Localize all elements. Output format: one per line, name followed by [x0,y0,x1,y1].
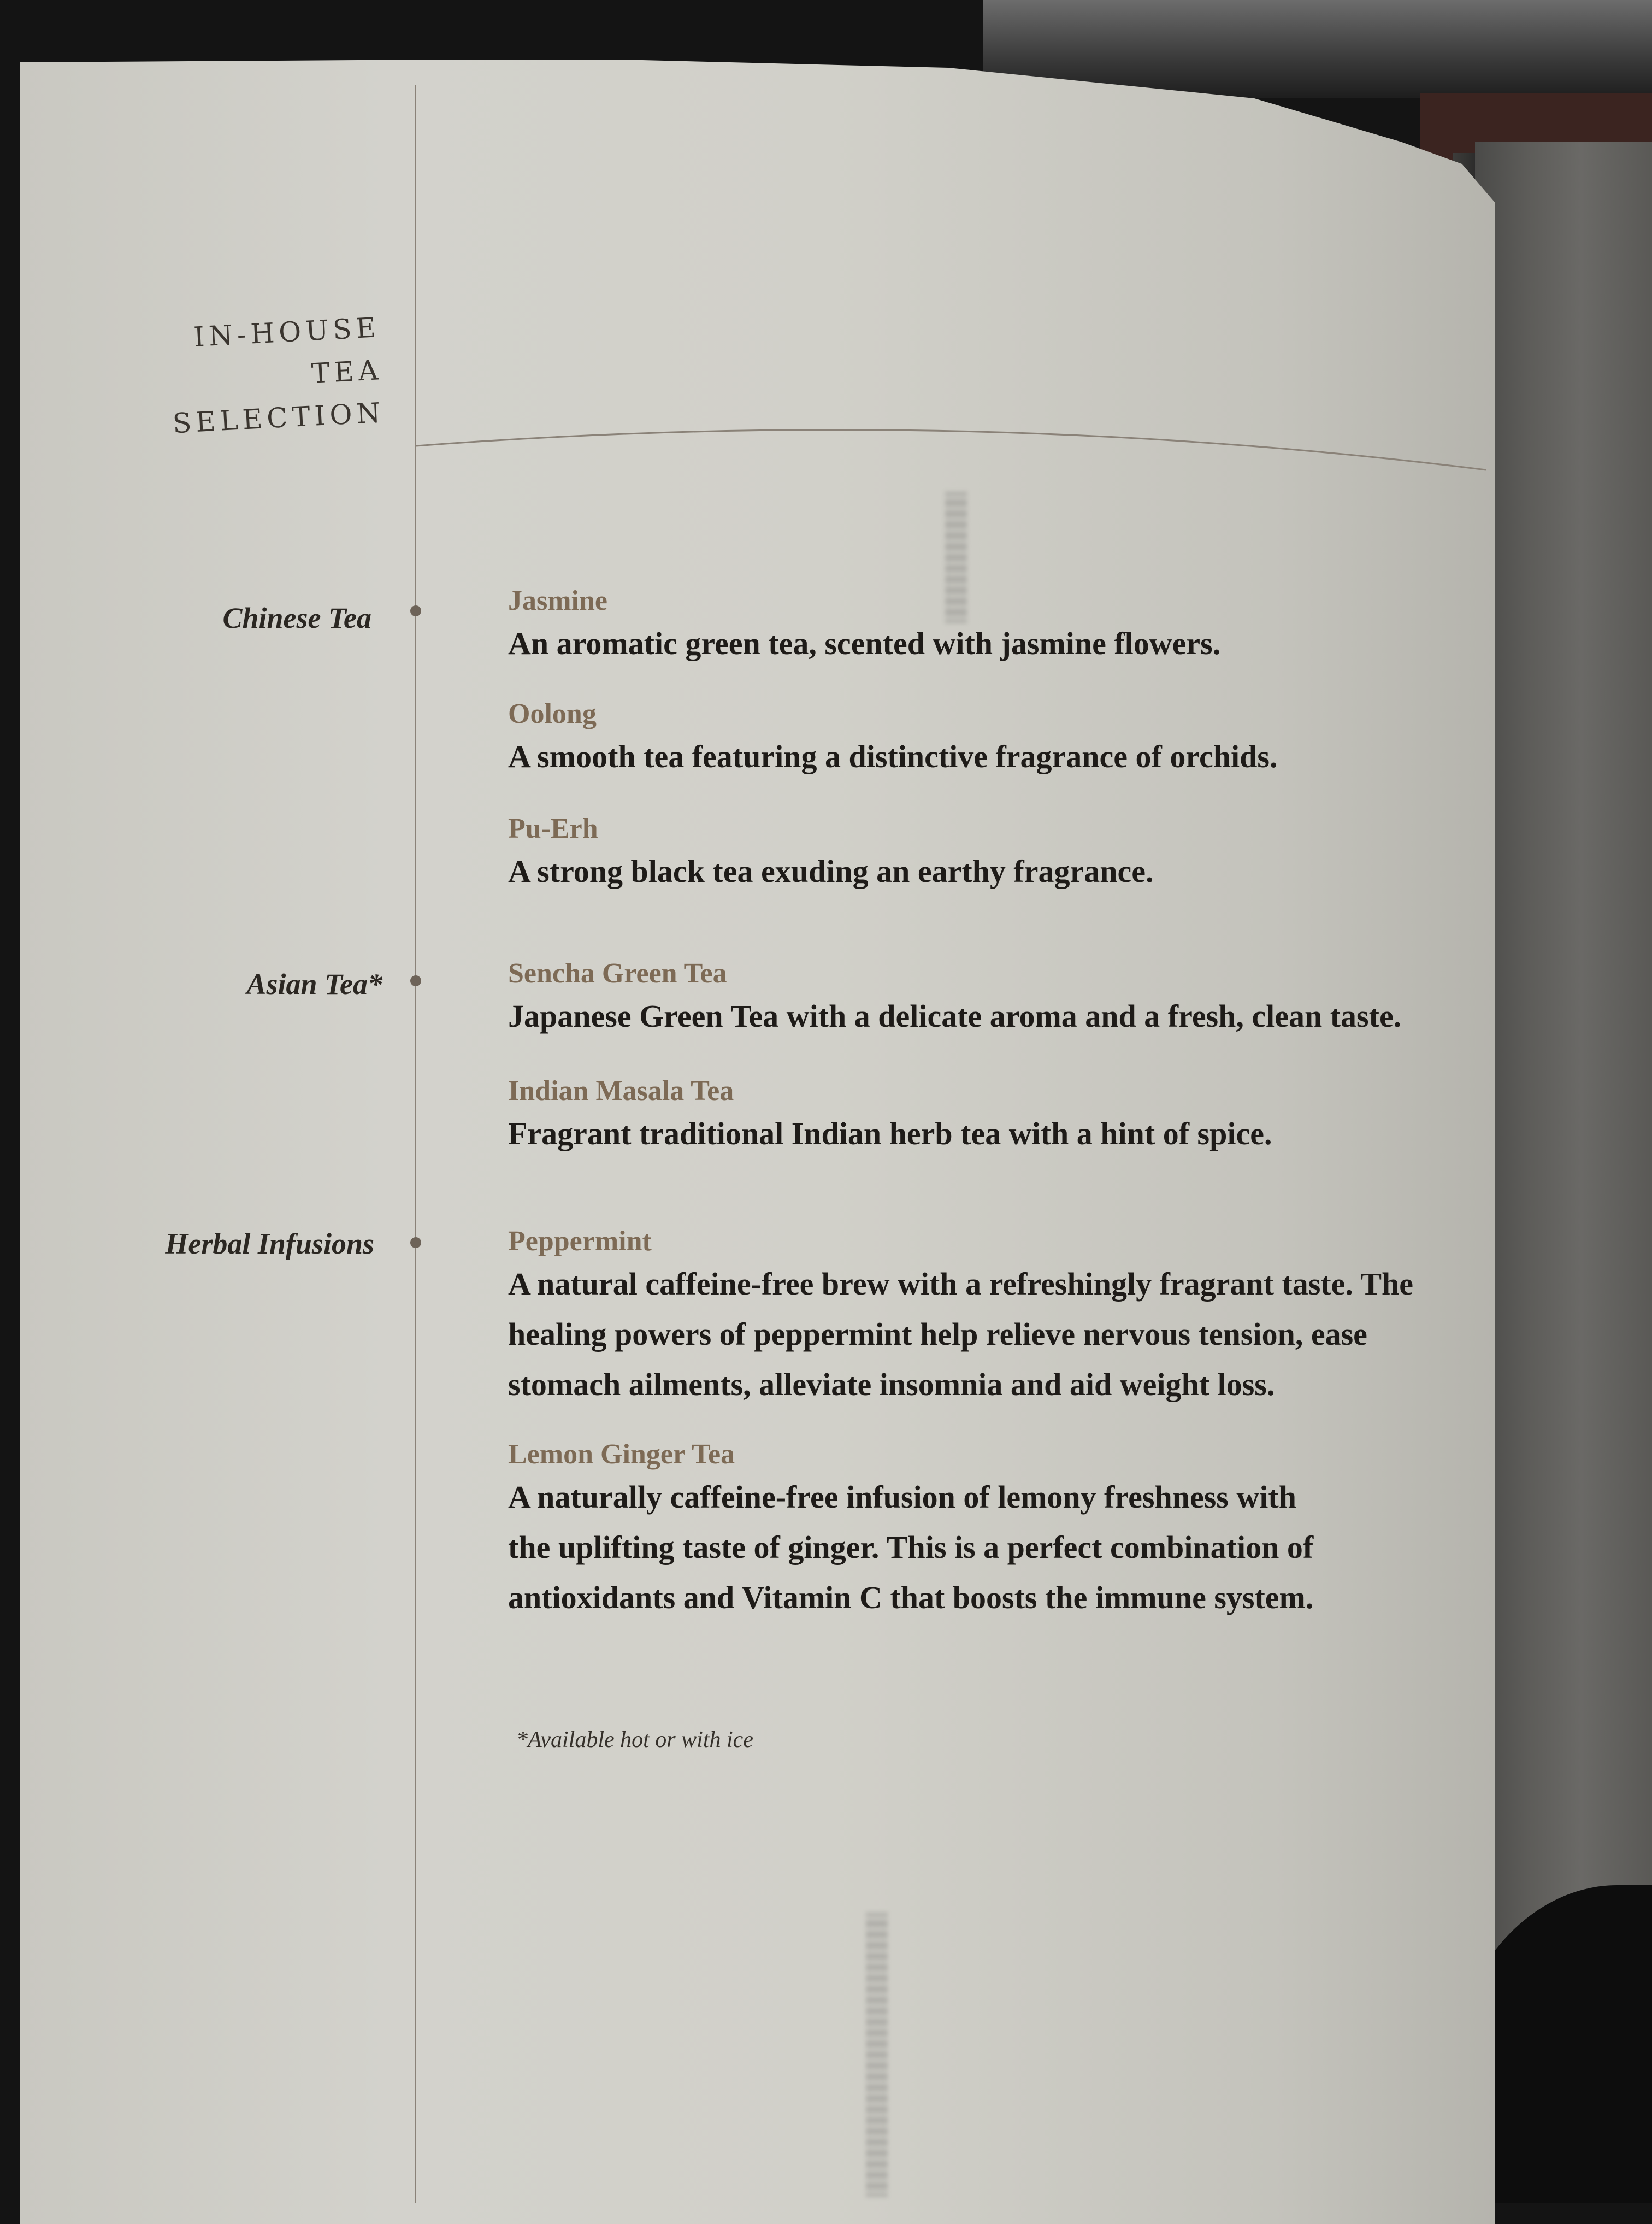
tea-item-oolong [508,697,1491,782]
tea-item-jasmine [508,584,1491,669]
footnote: *Available hot or with ice [516,1727,753,1752]
bullet-dot [410,975,421,986]
fold-mark-bottom [866,1913,888,2197]
tea-description: Fragrant traditional Indian herb tea with a hint of spice. [508,1116,1272,1151]
tea-item-peppermint [508,1224,1491,1410]
vertical-rule [415,85,416,2203]
tea-name: Oolong [508,698,597,729]
tea-description: A naturally caffeine-free infusion of lemony freshness with the uplifting taste of ginger. This is a perfect combination of antioxidants and Vitamin C that boosts the immune system. [508,1479,1314,1615]
tea-name: Lemon Ginger Tea [508,1439,735,1470]
category-asian-tea: Asian Tea* [246,968,382,1001]
tea-item-indian-masala-tea [508,1074,1491,1159]
tea-name: Jasmine [508,585,607,616]
tea-item-pu-erh [508,811,1491,897]
tea-description: A strong black tea exuding an earthy fragrance. [508,854,1154,889]
tea-name: Pu-Erh [508,813,598,844]
page-title [139,306,386,446]
bullet-dot [410,1237,421,1248]
tea-item-lemon-ginger-tea [508,1437,1491,1623]
tea-name: Peppermint [508,1226,652,1257]
category-herbal-infusions: Herbal Infusions [165,1227,374,1260]
bullet-dot [410,605,421,616]
tea-description: A smooth tea featuring a distinctive fragrance of orchids. [508,739,1278,774]
page-title-line-2: SELECTION [172,396,386,440]
page-title-line-1: IN-HOUSE TEA [192,311,384,390]
tea-name: Indian Masala Tea [508,1075,734,1107]
tea-item-sencha-green-tea [508,956,1491,1042]
tea-description: Japanese Green Tea with a delicate aroma and a fresh, clean taste. [508,998,1402,1034]
divider-line [415,404,1497,470]
category-chinese-tea: Chinese Tea [222,602,371,634]
tea-description: A natural caffeine-free brew with a refreshingly fragrant taste. The healing powers of peppermint help relieve nervous tension, ease stomach ailments, alleviate insomnia and aid weight loss. [508,1266,1414,1402]
tea-name: Sencha Green Tea [508,958,727,989]
tea-description: An aromatic green tea, scented with jasmine flowers. [508,626,1221,661]
